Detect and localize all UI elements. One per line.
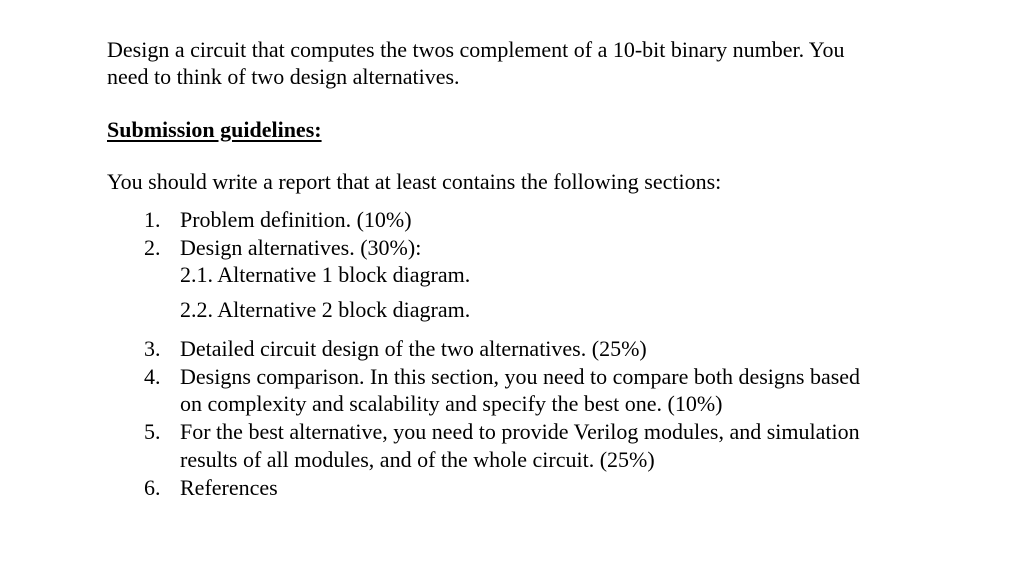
intro-line-1: Design a circuit that computes the twos complement of a 10-bit binary number. You: [107, 37, 845, 62]
submission-lead: You should write a report that at least contains the following sections:: [107, 169, 722, 194]
list-subitem-2-1: 2.1. Alternative 1 block diagram.: [180, 262, 471, 287]
list-item-4-text-line-1: Designs comparison. In this section, you need to compare both designs based: [180, 364, 861, 389]
list-item-2-text: Design alternatives. (30%):: [180, 235, 422, 260]
list-item-1-number: 1.: [144, 207, 161, 232]
list-item-3-number: 3.: [144, 336, 161, 361]
list-item-6-text: References: [180, 475, 278, 500]
list-item-5-text-line-2: results of all modules, and of the whole circuit. (25%): [180, 447, 655, 472]
list-item-4-text-line-2: on complexity and scalability and specify the best one. (10%): [180, 391, 723, 416]
list-item-5-number: 5.: [144, 419, 161, 444]
list-item-3-text: Detailed circuit design of the two alternatives. (25%): [180, 336, 647, 361]
list-item-6-number: 6.: [144, 475, 161, 500]
submission-heading: Submission guidelines:: [107, 117, 322, 142]
list-item-4-number: 4.: [144, 364, 161, 389]
list-item-5-text-line-1: For the best alternative, you need to provide Verilog modules, and simulation: [180, 419, 860, 444]
list-item-1-text: Problem definition. (10%): [180, 207, 412, 232]
list-item-2-number: 2.: [144, 235, 161, 260]
list-subitem-2-2: 2.2. Alternative 2 block diagram.: [180, 297, 471, 322]
intro-line-2: need to think of two design alternatives.: [107, 64, 460, 89]
